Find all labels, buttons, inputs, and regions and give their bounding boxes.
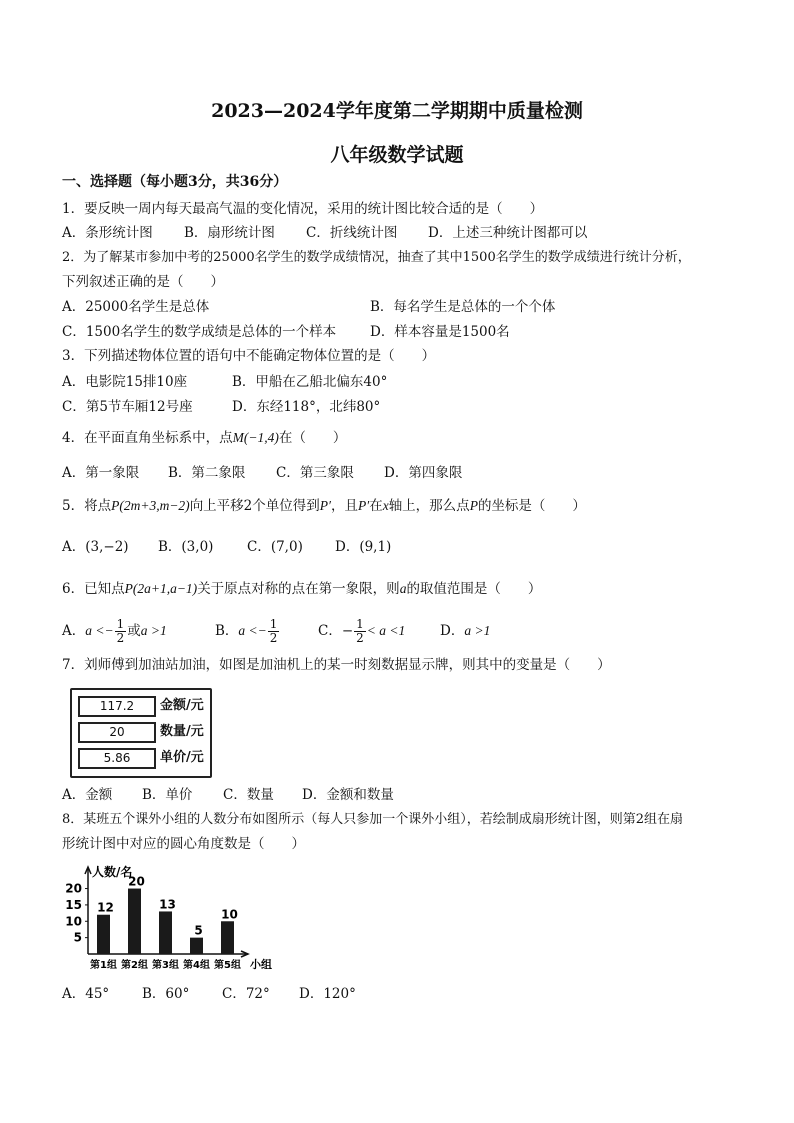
q6-option-c-math: < a <1	[366, 623, 406, 638]
q5-option-a[interactable]: A．(3,−2)	[62, 539, 129, 555]
q1-option-b[interactable]: B．扇形统计图	[184, 225, 275, 241]
q7-stem: 7．刘师傅到加油站加油，如图是加油机上的某一时刻数据显示牌，则其中的变量是（ ）	[62, 657, 611, 673]
q6-stem	[62, 579, 541, 599]
q5-text-c: ，且	[330, 498, 358, 514]
exam-title: 2023—2024学年度第二学期期中质量检测	[211, 100, 583, 122]
x-tick-label: 第3组	[152, 960, 179, 971]
q5-options	[62, 537, 762, 557]
q3-option-a[interactable]: A．电影院15排10座	[62, 374, 188, 390]
q7-option-a[interactable]: A．金额	[62, 787, 113, 803]
bar	[159, 911, 172, 954]
x-tick-label: 第1组	[90, 960, 117, 971]
section-heading: 一、选择题（每小题3分，共36分）	[62, 174, 288, 190]
q1-options	[62, 223, 762, 243]
frac-numerator: 1	[356, 617, 364, 631]
q4-option-a[interactable]: A．第一象限	[62, 465, 140, 481]
fuel-pump-display	[70, 688, 212, 778]
fraction-one-half	[115, 618, 127, 645]
q5-text-b: 向上平移2个单位得到	[189, 498, 320, 514]
q8-option-d[interactable]: D．120°	[299, 986, 356, 1002]
bar-value-label: 5	[194, 923, 203, 938]
q3-stem: 3．下列描述物体位置的语句中不能确定物体位置的是（ ）	[62, 348, 436, 364]
q3-options-row1	[62, 372, 762, 392]
q3-options-row2	[62, 397, 762, 417]
q5-option-c[interactable]: C．(7,0)	[247, 539, 303, 555]
q8-stem-line2: 形统计图中对应的圆心角度数是（ ）	[62, 836, 305, 852]
q3-option-d[interactable]: D．东经118°，北纬80°	[232, 399, 381, 415]
q6-text-b: 关于原点对称的点在第一象限，则	[197, 581, 400, 597]
y-tick-label: 5	[73, 930, 82, 945]
x-axis-label: 小组	[250, 958, 272, 971]
q1-option-c[interactable]: C．折线统计图	[306, 225, 398, 241]
q4-point-m: M(−1,4)	[232, 430, 279, 445]
pump-price-label: 单价/元	[160, 750, 204, 765]
bar-value-label: 10	[221, 907, 238, 922]
q8-option-b[interactable]: B．60°	[142, 986, 190, 1002]
bar-value-label: 13	[159, 897, 176, 912]
q7-option-d[interactable]: D．金额和数量	[302, 787, 394, 803]
y-tick-label: 15	[65, 897, 82, 912]
q4-options	[62, 463, 762, 483]
bar-value-label: 12	[97, 900, 114, 915]
q8-option-c[interactable]: C．72°	[222, 986, 270, 1002]
q6-point-p: P(2a+1,a−1)	[124, 581, 198, 596]
q8-option-a[interactable]: A．45°	[62, 986, 110, 1002]
pump-amount-label: 金额/元	[160, 698, 204, 713]
q4-option-b[interactable]: B．第二象限	[168, 465, 246, 481]
frac-numerator: 1	[269, 617, 278, 631]
bar	[97, 915, 110, 954]
y-tick-label: 10	[65, 914, 82, 929]
q6-options	[62, 614, 782, 648]
q3-option-c[interactable]: C．第5节车厢12号座	[62, 399, 193, 415]
q5-option-d[interactable]: D．(9,1)	[335, 539, 392, 555]
fraction-one-half	[268, 618, 280, 645]
q1-option-d[interactable]: D．上述三种统计图都可以	[428, 225, 588, 241]
q2-option-c[interactable]: C．1500名学生的数学成绩是总体的一个样本	[62, 324, 337, 340]
q5-option-b[interactable]: B．(3,0)	[158, 539, 214, 555]
q4-stem	[62, 428, 346, 448]
q8-stem-line1: 8．某班五个课外小组的人数分布如图所示（每人只参加一个课外小组），若绘制成扇形统计图，则第2组在扇	[62, 812, 684, 827]
q6-var-a: a	[399, 581, 407, 596]
fraction-one-half	[354, 618, 366, 645]
bar	[128, 889, 141, 954]
q2-stem-line1: 2．为了解某市参加中考的25000名学生的数学成绩情况，抽查了其中1500名学生的数学成绩进行统计分析，	[62, 250, 691, 265]
q6-text-c: 的取值范围是（ ）	[406, 581, 542, 597]
q2-option-a[interactable]: A．25000名学生是总体	[62, 299, 210, 315]
q5-text-e: 轴上，那么点	[388, 498, 470, 514]
q4-option-c[interactable]: C．第三象限	[276, 465, 354, 481]
q6-option-a-math2: a >1	[140, 623, 167, 638]
q8-options	[62, 984, 762, 1004]
y-axis-label: 人数/名	[92, 865, 133, 879]
q2-options-row1	[62, 297, 762, 317]
q2-option-b[interactable]: B．每名学生是总体的一个个体	[370, 299, 556, 315]
q7-option-c[interactable]: C．数量	[223, 787, 274, 803]
q6-option-b-math: a <−	[238, 623, 267, 638]
x-tick-label: 第2组	[121, 960, 148, 971]
q6-option-c-prefix: C．−	[318, 623, 354, 639]
frac-numerator: 1	[116, 617, 125, 631]
q6-option-d-prefix: D．	[440, 623, 465, 639]
q4-stem-text: 4．在平面直角坐标系中，点	[62, 430, 233, 446]
q5-point-p: P(2m+3,m−2)	[111, 498, 190, 513]
q5-text-f: 的坐标是（ ）	[477, 498, 586, 514]
bar-value-label: 20	[128, 874, 145, 889]
q5-text-a: 5．将点	[62, 498, 112, 514]
q6-option-a-prefix: A．	[62, 623, 86, 639]
q6-option-d-math: a >1	[464, 623, 491, 638]
q5-point-p-2: P	[469, 498, 478, 513]
q6-option-b[interactable]	[215, 614, 280, 648]
group-size-bar-chart	[60, 862, 272, 974]
q3-option-b[interactable]: B．甲船在乙船北偏东40°	[232, 374, 388, 390]
pump-quantity-label: 数量/元	[160, 724, 204, 739]
pump-quantity-value: 20	[78, 722, 156, 743]
q4-option-d[interactable]: D．第四象限	[384, 465, 463, 481]
frac-denominator: 2	[116, 631, 125, 645]
pump-price-value: 5.86	[78, 748, 156, 769]
exam-subtitle: 八年级数学试题	[330, 144, 464, 166]
q1-stem: 1．要反映一周内每天最高气温的变化情况，采用的统计图比较合适的是（ ）	[62, 201, 544, 217]
q5-text-d: 在	[369, 498, 383, 514]
frac-denominator: 2	[269, 631, 278, 645]
q6-option-a-or: 或	[127, 623, 141, 639]
q5-stem	[62, 496, 586, 516]
x-tick-label: 第4组	[183, 960, 210, 971]
q5-point-p-prime: P′	[319, 498, 331, 513]
bar	[221, 921, 234, 954]
bar	[190, 938, 203, 954]
q7-option-b[interactable]: B．单价	[142, 787, 193, 803]
q6-option-a-math1: a <−	[85, 623, 114, 638]
q5-x-axis: x	[382, 498, 389, 513]
y-tick-label: 20	[65, 881, 82, 896]
q6-option-a[interactable]	[62, 614, 167, 648]
q7-options	[62, 785, 762, 805]
q2-options-row2	[62, 322, 762, 342]
q1-option-a[interactable]: A．条形统计图	[62, 225, 153, 241]
q4-stem-tail: 在（ ）	[278, 430, 347, 446]
q2-stem-line2: 下列叙述正确的是（ ）	[62, 274, 224, 290]
q6-text-a: 6．已知点	[62, 581, 125, 597]
q5-point-p-prime-2: P′	[357, 498, 370, 513]
frac-denominator: 2	[356, 631, 364, 645]
q6-option-b-prefix: B．	[215, 623, 239, 639]
q6-option-d[interactable]	[440, 614, 490, 648]
x-tick-label: 第5组	[214, 960, 241, 971]
q6-option-c[interactable]	[318, 614, 405, 648]
pump-amount-value: 117.2	[78, 696, 156, 717]
q2-option-d[interactable]: D．样本容量是1500名	[370, 324, 510, 340]
